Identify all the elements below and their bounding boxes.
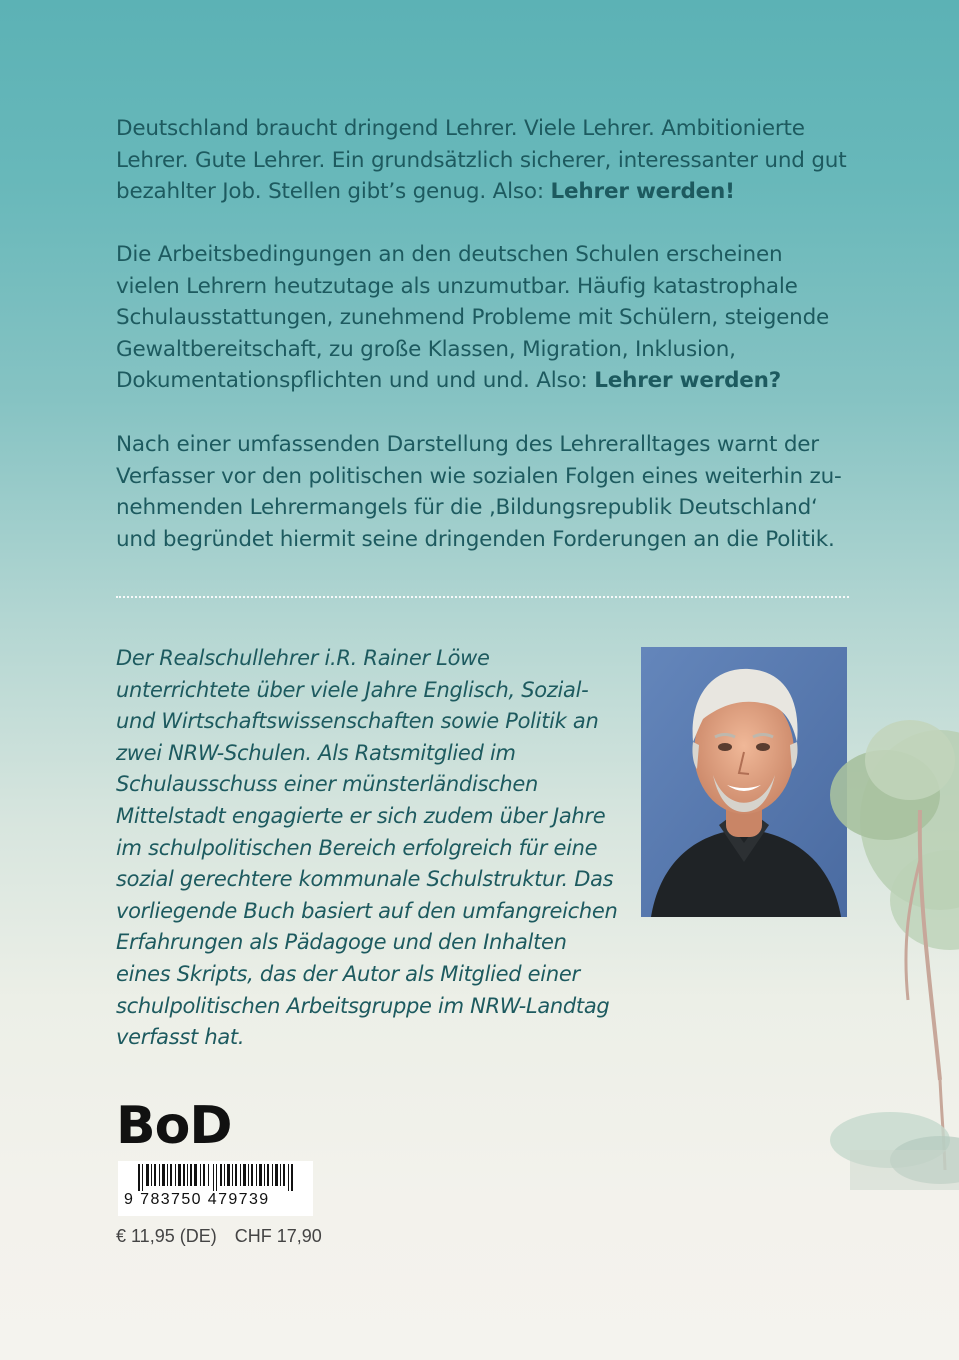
blurb-paragraph-1-emphasis: Lehrer werden!	[550, 179, 735, 204]
price-line	[116, 1224, 340, 1248]
blurb-paragraph-2	[116, 239, 851, 397]
blurb-paragraph-2-text: Die Arbeitsbedingungen an den deutschen Schulen erscheinen vielen Lehrern heutzutage als unzumutbar. Häufig katastrophale Schulausstattungen, zunehmend Probleme mit Schülern, steigende Gewaltbereitschaft, zu große Klassen, Migration, Inklusion, Dokumentationspflichten und und und. Also:	[116, 242, 830, 393]
blurb-paragraph-3: Nach einer umfassenden Darstellung des Lehreralltages warnt der Verfasser vor den politischen wie sozialen Folgen eines weiterhin zunehmenden Lehrermangels für die ‚Bildungsrepublik Deutschland‘ und begründet hiermit seine dringenden Forderungen an die Politik.	[116, 432, 842, 552]
blurb-paragraph-1-text: Deutschland braucht dringend Lehrer. Viele Lehrer. Ambitionierte Lehrer. Gute Lehrer. Ein grundsätzlich sicherer, interessanter und gut bezahlter Job. Stellen gibt’s genug. Also:	[116, 116, 847, 204]
blurb-paragraph-1	[116, 113, 851, 208]
price-germany: € 11,95 (DE)	[116, 1226, 217, 1246]
blurb-paragraph-2-emphasis: Lehrer werden?	[594, 368, 782, 393]
author-biography: Der Realschullehrer i.R. Rainer Löwe unterrichtete über viele Jahre Englisch, Sozial- und Wirtschaftswissenschaften sowie Politik an zwei NRW-Schulen. Als Ratsmitglied im Schulausschuss einer münsterländischen Mittelstadt engagierte er sich zudem über Jahre im schulpolitischen Bereich erfolgreich für eine sozial gerechtere kommunale Schulstruktur. Das vorliegende Buch basiert auf den umfangreichen Erfahrungen als Pädagoge und den Inhalten eines Skripts, das der Autor als Mitglied einer schulpolitischen Arbeitsgruppe im NRW-Landtag verfasst hat.	[116, 646, 618, 1050]
dotted-divider	[116, 596, 849, 598]
price-switzerland: CHF 17,90	[234, 1226, 322, 1246]
publisher-logo: BoD	[116, 1096, 232, 1156]
barcode-bars	[118, 1161, 313, 1191]
decorative-trees-illustration	[790, 700, 959, 1360]
isbn-barcode	[118, 1161, 313, 1216]
isbn-digits: 9 783750 479739	[124, 1191, 270, 1208]
